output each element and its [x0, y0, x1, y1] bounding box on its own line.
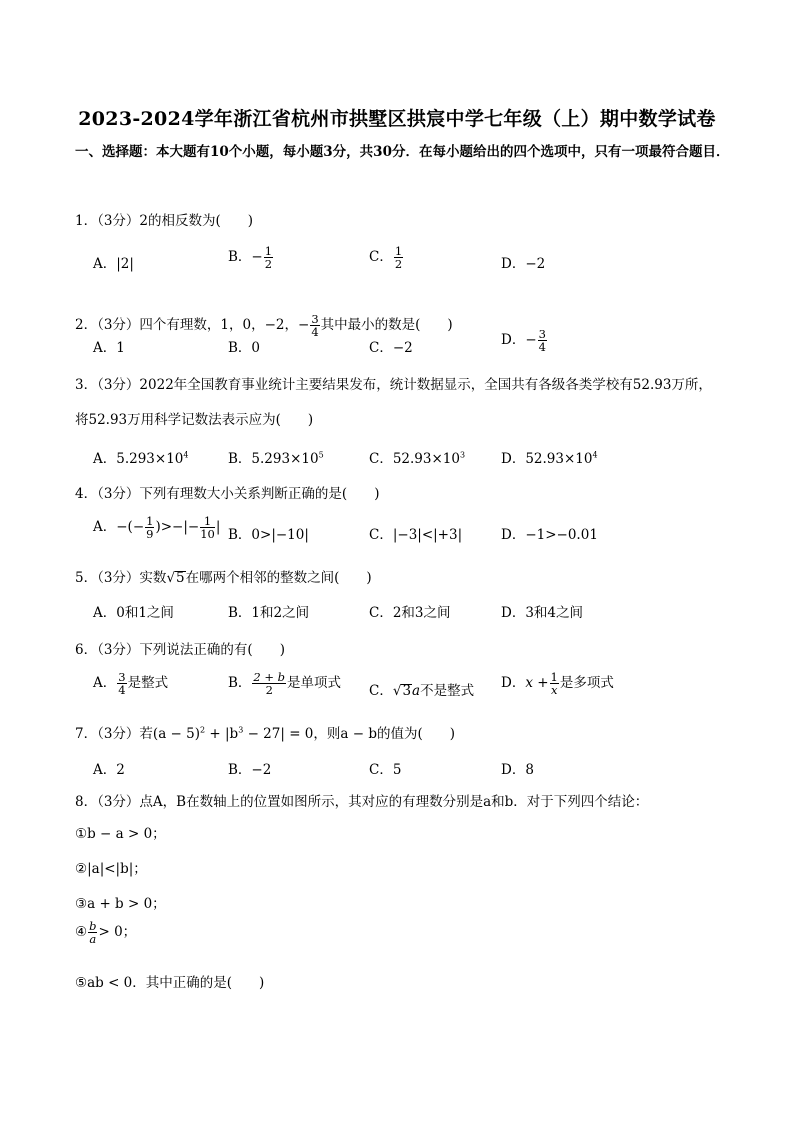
- section-heading: 一、选择题：本大题有10个小题，每小题3分，共30分．在每小题给出的四个选项中，只有一项最符合题目．: [75, 144, 730, 160]
- question-5-option-d: D．3和4之间: [501, 605, 584, 621]
- question-2-option-d: D．− $\frac{3}{4}$: [501, 327, 546, 354]
- question-8-conclusion-5: ⑤ab < 0．其中正确的是( ): [75, 975, 265, 991]
- question-1-option-d: D．−2: [501, 256, 546, 272]
- question-4-stem: 4．（3分）下列有理数大小关系判断正确的是( ): [75, 486, 380, 502]
- page-title: 2023-2024学年浙江省杭州市拱墅区拱宸中学七年级（上）期中数学试卷: [78, 108, 716, 130]
- question-2-option-b: B．0: [228, 340, 261, 356]
- question-3-option-a: A．$5.293\times 10^4$: [93, 450, 189, 467]
- question-8-conclusion-3: ③a + b > 0；: [75, 896, 166, 912]
- question-3-stem-line1: 3．（3分）2022年全国教育事业统计主要结果发布，统计数据显示，全国共有各级各类学校有52.93万所，: [75, 377, 712, 393]
- question-8-conclusion-4: ④ $\frac{b}{a}$ > 0；: [75, 919, 137, 946]
- question-4-option-d: D．−1>−0.01: [501, 527, 598, 543]
- question-7-stem: 7．（3分）若$(a - 5)^2 + |b^3 - 27| = 0$，则a − b的值为( ): [75, 725, 456, 742]
- question-1-stem: 1．（3分）2的相反数为( ): [75, 213, 254, 229]
- question-5-option-a: A．0和1之间: [93, 605, 174, 621]
- question-8-stem: 8．（3分）点A，B在数轴上的位置如图所示，其对应的有理数分别是a和b．对于下列四个结论：: [75, 794, 649, 810]
- question-3-option-d: D．$52.93\times 10^4$: [501, 450, 598, 467]
- question-5-option-c: C．2和3之间: [369, 605, 451, 621]
- question-2-option-a: A．1: [93, 340, 125, 356]
- question-7-option-c: C．5: [369, 762, 402, 778]
- question-4-option-a: A．−(− $\frac{1}{9}$ )>−|− $\frac{1}{10}$ |: [93, 514, 221, 541]
- question-3-stem-line2: 将52.93万用科学记数法表示应为( ): [75, 412, 314, 428]
- question-8-conclusion-2: ②|a|<|b|；: [75, 861, 147, 877]
- question-2-stem: 2．（3分）四个有理数，1，0，−2，− $\frac{3}{4}$ 其中最小的数是( ): [75, 312, 453, 339]
- question-2-option-c: C．−2: [369, 340, 413, 356]
- question-6-option-c: C．√3a不是整式: [369, 683, 475, 699]
- question-8-conclusion-1: ①b − a > 0；: [75, 826, 166, 842]
- question-1-option-c: C． $\frac{1}{2}$: [369, 244, 403, 271]
- question-6-option-b: B． $\frac{2 + b}{2}$ 是单项式: [228, 670, 342, 697]
- question-1-option-a: A．|2|: [93, 256, 134, 272]
- question-5-option-b: B．1和2之间: [228, 605, 310, 621]
- question-6-stem: 6．（3分）下列说法正确的有( ): [75, 642, 285, 658]
- question-4-option-c: C．|−3|<|+3|: [369, 527, 463, 543]
- question-7-option-b: B．−2: [228, 762, 272, 778]
- question-3-option-b: B．$5.293\times 10^5$: [228, 450, 324, 467]
- question-6-option-d: D．x + $\frac{1}{x}$ 是多项式: [501, 670, 614, 697]
- question-5-stem: 5．（3分）实数√5在哪两个相邻的整数之间( ): [75, 570, 372, 586]
- question-6-option-a: A． $\frac{3}{4}$ 是整式: [93, 670, 169, 697]
- question-7-option-d: D．8: [501, 762, 534, 778]
- question-3-option-c: C．$52.93\times 10^3$: [369, 450, 466, 467]
- question-1-option-b: B．− $\frac{1}{2}$: [228, 244, 273, 271]
- question-4-option-b: B．0>|−10|: [228, 527, 309, 543]
- question-7-option-a: A．2: [93, 762, 125, 778]
